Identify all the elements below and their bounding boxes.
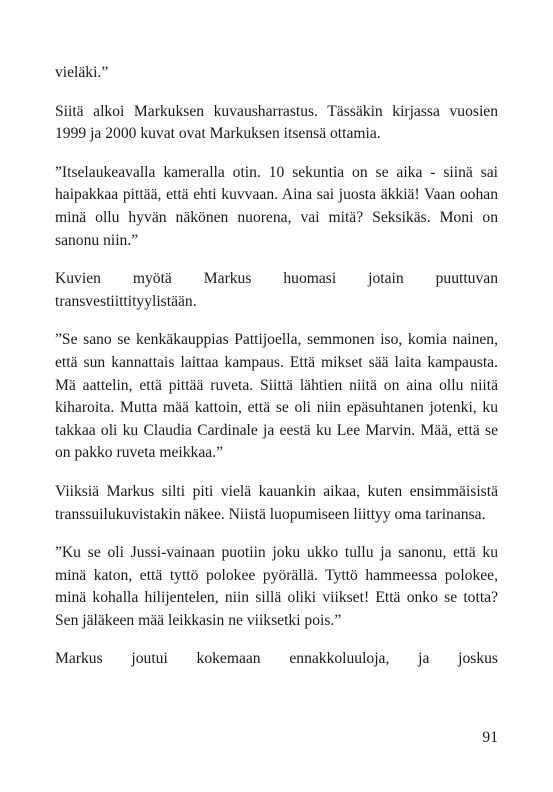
page-number: 91	[482, 729, 498, 746]
paragraph: vieläki.”	[55, 64, 109, 81]
paragraph: ”Ku se oli Jussi-vainaan puotiin joku ukko tullu ja sanonu, että ku minä katon, että tyttö polokee pyörällä. Tyttö hammeessa polokee, minä kohalla hilijentelen, niin sillä oliki viikset! Että onko se totta? Sen jäläkeen mää leikkasin ne viiksetki pois.”	[55, 544, 498, 629]
paragraph: ”Se sano se kenkäkauppias Pattijoella, semmonen iso, komia nainen, että sun kannattais laittaa kampaus. Että mikset sää laita kampausta. Mä aattelin, että pittää ruveta. Siittä lähtien niitä on aina ollu niitä kiharoita. Mutta mää kattoin, että se oli niin epäsuhtanen jotenki, ku takkaa oli ku Claudia Cardinale ja eestä ku Lee Marvin. Mää, että se on pakko ruveta meikkaa.”	[55, 331, 498, 462]
paragraph: Siitä alkoi Markuksen kuvausharrastus. Tässäkin kirjassa vuosien 1999 ja 2000 kuvat ovat Markuksen itsensä ottamia.	[55, 102, 498, 143]
paragraph: ”Itselaukeavalla kameralla otin. 10 sekuntia on se aika - siinä sai haipakkaa pittää, että ehti kuvvaan. Aina sai juosta äkkiä! Vaan oohan minä ollu hyvän näkönen nuorena, vai mitä? Seksikäs. Moni on sanonu niin.”	[55, 163, 498, 249]
paragraph: Kuvien myötä Markus huomasi jotain puuttuvan transvestiittityylistään.	[55, 270, 498, 310]
page-body	[55, 62, 498, 671]
paragraph: Viiksiä Markus silti piti vielä kauankin aikaa, kuten ensimmäisistä transsuilukuvistakin näkee. Niistä luopumiseen liittyy oma tarinansa.	[55, 482, 498, 523]
paragraph: Markus joutui kokemaan ennakkoluuloja, ja joskus	[55, 650, 498, 668]
